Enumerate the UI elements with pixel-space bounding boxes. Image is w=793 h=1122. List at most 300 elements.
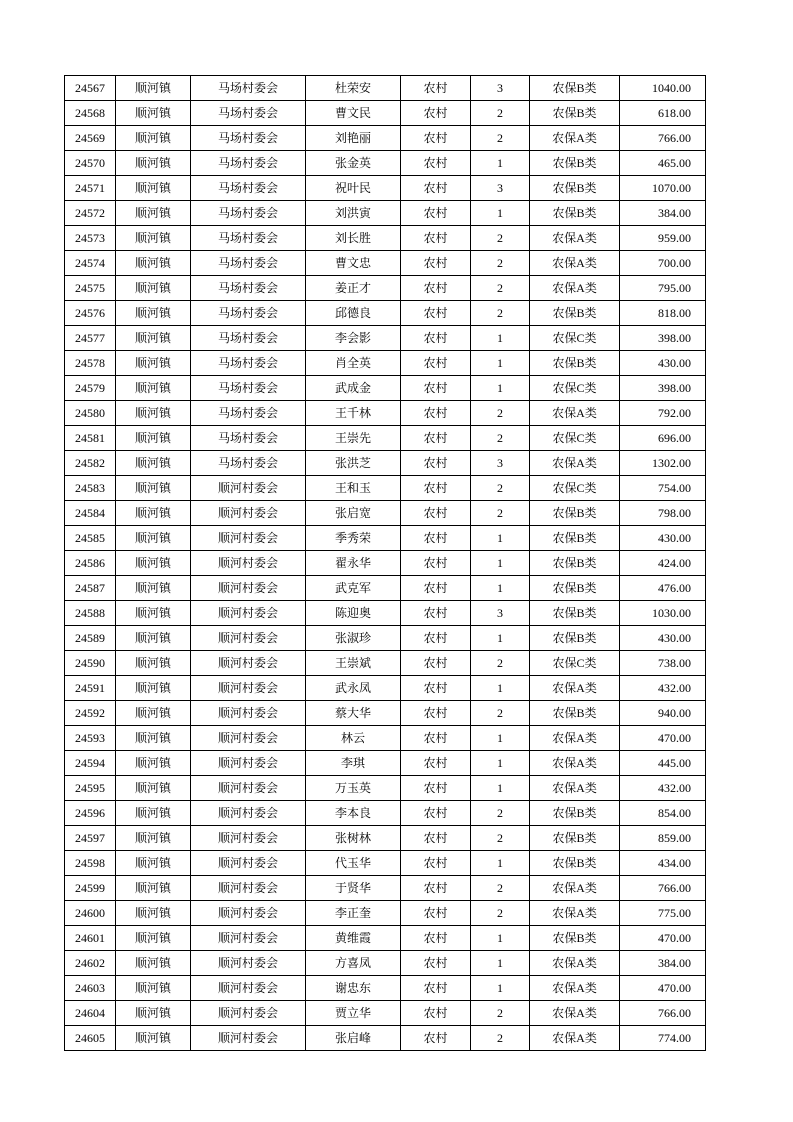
- cell-name: 方喜凤: [306, 951, 401, 976]
- cell-name: 姜正才: [306, 276, 401, 301]
- cell-category: 农保B类: [530, 576, 620, 601]
- table-row: [65, 426, 706, 451]
- cell-village: 顺河村委会: [191, 601, 306, 626]
- cell-type: 农村: [401, 476, 471, 501]
- table-row: [65, 651, 706, 676]
- cell-type: 农村: [401, 76, 471, 101]
- cell-type: 农村: [401, 676, 471, 701]
- cell-id: 24570: [65, 151, 116, 176]
- cell-count: 1: [471, 676, 530, 701]
- cell-name: 王崇先: [306, 426, 401, 451]
- cell-count: 2: [471, 401, 530, 426]
- cell-count: 1: [471, 326, 530, 351]
- cell-category: 农保B类: [530, 176, 620, 201]
- cell-name: 张启宽: [306, 501, 401, 526]
- table-row: [65, 926, 706, 951]
- cell-amount: 384.00: [620, 951, 706, 976]
- cell-town: 顺河镇: [116, 476, 191, 501]
- cell-name: 武永凤: [306, 676, 401, 701]
- cell-category: 农保A类: [530, 401, 620, 426]
- cell-amount: 774.00: [620, 1026, 706, 1051]
- table-row: [65, 451, 706, 476]
- cell-id: 24577: [65, 326, 116, 351]
- cell-type: 农村: [401, 126, 471, 151]
- table-row: [65, 101, 706, 126]
- cell-town: 顺河镇: [116, 551, 191, 576]
- cell-type: 农村: [401, 426, 471, 451]
- table-row: [65, 251, 706, 276]
- cell-id: 24581: [65, 426, 116, 451]
- cell-count: 2: [471, 876, 530, 901]
- cell-type: 农村: [401, 551, 471, 576]
- cell-village: 马场村委会: [191, 401, 306, 426]
- cell-name: 李本良: [306, 801, 401, 826]
- cell-town: 顺河镇: [116, 701, 191, 726]
- cell-town: 顺河镇: [116, 676, 191, 701]
- cell-category: 农保A类: [530, 126, 620, 151]
- table-row: [65, 326, 706, 351]
- cell-type: 农村: [401, 851, 471, 876]
- table-row: [65, 351, 706, 376]
- cell-village: 顺河村委会: [191, 801, 306, 826]
- cell-amount: 766.00: [620, 1001, 706, 1026]
- cell-town: 顺河镇: [116, 626, 191, 651]
- cell-name: 李正奎: [306, 901, 401, 926]
- cell-amount: 434.00: [620, 851, 706, 876]
- cell-amount: 384.00: [620, 201, 706, 226]
- cell-type: 农村: [401, 451, 471, 476]
- cell-town: 顺河镇: [116, 776, 191, 801]
- cell-town: 顺河镇: [116, 526, 191, 551]
- cell-count: 2: [471, 826, 530, 851]
- cell-category: 农保B类: [530, 551, 620, 576]
- cell-category: 农保B类: [530, 101, 620, 126]
- cell-village: 顺河村委会: [191, 776, 306, 801]
- cell-village: 顺河村委会: [191, 976, 306, 1001]
- cell-village: 顺河村委会: [191, 701, 306, 726]
- cell-category: 农保A类: [530, 451, 620, 476]
- cell-category: 农保B类: [530, 626, 620, 651]
- cell-name: 谢忠东: [306, 976, 401, 1001]
- table-row: [65, 1001, 706, 1026]
- cell-count: 1: [471, 926, 530, 951]
- cell-village: 顺河村委会: [191, 751, 306, 776]
- cell-amount: 766.00: [620, 126, 706, 151]
- cell-category: 农保A类: [530, 1001, 620, 1026]
- cell-id: 24588: [65, 601, 116, 626]
- cell-town: 顺河镇: [116, 326, 191, 351]
- cell-category: 农保C类: [530, 476, 620, 501]
- cell-amount: 430.00: [620, 526, 706, 551]
- table-row: [65, 901, 706, 926]
- cell-category: 农保A类: [530, 876, 620, 901]
- cell-count: 1: [471, 551, 530, 576]
- cell-id: 24583: [65, 476, 116, 501]
- cell-name: 翟永华: [306, 551, 401, 576]
- cell-id: 24578: [65, 351, 116, 376]
- table-row: [65, 801, 706, 826]
- cell-id: 24602: [65, 951, 116, 976]
- table-row: [65, 76, 706, 101]
- cell-id: 24590: [65, 651, 116, 676]
- cell-type: 农村: [401, 726, 471, 751]
- cell-town: 顺河镇: [116, 751, 191, 776]
- cell-type: 农村: [401, 526, 471, 551]
- cell-village: 顺河村委会: [191, 901, 306, 926]
- cell-town: 顺河镇: [116, 876, 191, 901]
- cell-town: 顺河镇: [116, 451, 191, 476]
- cell-type: 农村: [401, 351, 471, 376]
- cell-count: 2: [471, 301, 530, 326]
- cell-town: 顺河镇: [116, 801, 191, 826]
- cell-amount: 859.00: [620, 826, 706, 851]
- cell-amount: 940.00: [620, 701, 706, 726]
- cell-count: 3: [471, 601, 530, 626]
- cell-count: 3: [471, 176, 530, 201]
- cell-type: 农村: [401, 401, 471, 426]
- cell-category: 农保B类: [530, 151, 620, 176]
- cell-amount: 1302.00: [620, 451, 706, 476]
- cell-town: 顺河镇: [116, 376, 191, 401]
- cell-amount: 398.00: [620, 376, 706, 401]
- cell-name: 贾立华: [306, 1001, 401, 1026]
- table-row: [65, 576, 706, 601]
- cell-name: 祝叶民: [306, 176, 401, 201]
- cell-town: 顺河镇: [116, 426, 191, 451]
- cell-village: 顺河村委会: [191, 501, 306, 526]
- table-row: [65, 601, 706, 626]
- cell-category: 农保A类: [530, 251, 620, 276]
- table-row: [65, 301, 706, 326]
- cell-village: 马场村委会: [191, 151, 306, 176]
- cell-amount: 696.00: [620, 426, 706, 451]
- cell-amount: 766.00: [620, 876, 706, 901]
- cell-town: 顺河镇: [116, 301, 191, 326]
- cell-amount: 470.00: [620, 726, 706, 751]
- table-row: [65, 551, 706, 576]
- cell-amount: 430.00: [620, 626, 706, 651]
- cell-count: 2: [471, 701, 530, 726]
- cell-id: 24592: [65, 701, 116, 726]
- cell-id: 24593: [65, 726, 116, 751]
- cell-village: 顺河村委会: [191, 926, 306, 951]
- cell-name: 肖全英: [306, 351, 401, 376]
- cell-id: 24584: [65, 501, 116, 526]
- cell-count: 2: [471, 501, 530, 526]
- cell-count: 1: [471, 751, 530, 776]
- cell-category: 农保A类: [530, 726, 620, 751]
- table-row: [65, 226, 706, 251]
- cell-id: 24585: [65, 526, 116, 551]
- cell-amount: 1070.00: [620, 176, 706, 201]
- cell-village: 马场村委会: [191, 451, 306, 476]
- cell-town: 顺河镇: [116, 1001, 191, 1026]
- cell-category: 农保B类: [530, 201, 620, 226]
- cell-type: 农村: [401, 226, 471, 251]
- cell-name: 刘洪寅: [306, 201, 401, 226]
- cell-village: 马场村委会: [191, 276, 306, 301]
- cell-name: 王崇斌: [306, 651, 401, 676]
- table-row: [65, 476, 706, 501]
- cell-count: 2: [471, 651, 530, 676]
- cell-count: 2: [471, 226, 530, 251]
- cell-category: 农保B类: [530, 601, 620, 626]
- cell-name: 林云: [306, 726, 401, 751]
- cell-type: 农村: [401, 301, 471, 326]
- cell-type: 农村: [401, 576, 471, 601]
- cell-category: 农保A类: [530, 951, 620, 976]
- cell-village: 顺河村委会: [191, 526, 306, 551]
- cell-id: 24601: [65, 926, 116, 951]
- cell-name: 邱德良: [306, 301, 401, 326]
- cell-id: 24573: [65, 226, 116, 251]
- cell-id: 24600: [65, 901, 116, 926]
- cell-name: 杜荣安: [306, 76, 401, 101]
- cell-town: 顺河镇: [116, 601, 191, 626]
- cell-town: 顺河镇: [116, 351, 191, 376]
- table-row: [65, 176, 706, 201]
- cell-village: 马场村委会: [191, 301, 306, 326]
- cell-name: 张启峰: [306, 1026, 401, 1051]
- cell-town: 顺河镇: [116, 951, 191, 976]
- cell-category: 农保B类: [530, 501, 620, 526]
- cell-count: 3: [471, 451, 530, 476]
- cell-amount: 754.00: [620, 476, 706, 501]
- cell-category: 农保A类: [530, 226, 620, 251]
- table-row: [65, 751, 706, 776]
- cell-village: 顺河村委会: [191, 651, 306, 676]
- cell-name: 王和玉: [306, 476, 401, 501]
- cell-town: 顺河镇: [116, 201, 191, 226]
- cell-category: 农保B类: [530, 851, 620, 876]
- cell-amount: 470.00: [620, 976, 706, 1001]
- cell-id: 24572: [65, 201, 116, 226]
- cell-name: 张树林: [306, 826, 401, 851]
- cell-town: 顺河镇: [116, 401, 191, 426]
- cell-type: 农村: [401, 626, 471, 651]
- cell-village: 马场村委会: [191, 76, 306, 101]
- cell-amount: 430.00: [620, 351, 706, 376]
- cell-name: 李琪: [306, 751, 401, 776]
- cell-name: 武克军: [306, 576, 401, 601]
- cell-count: 2: [471, 801, 530, 826]
- cell-category: 农保A类: [530, 1026, 620, 1051]
- cell-village: 马场村委会: [191, 176, 306, 201]
- cell-id: 24571: [65, 176, 116, 201]
- cell-count: 2: [471, 1001, 530, 1026]
- cell-village: 顺河村委会: [191, 676, 306, 701]
- cell-town: 顺河镇: [116, 251, 191, 276]
- cell-category: 农保B类: [530, 926, 620, 951]
- cell-village: 马场村委会: [191, 351, 306, 376]
- table-row: [65, 526, 706, 551]
- cell-town: 顺河镇: [116, 726, 191, 751]
- cell-count: 1: [471, 151, 530, 176]
- cell-amount: 818.00: [620, 301, 706, 326]
- cell-town: 顺河镇: [116, 576, 191, 601]
- cell-id: 24576: [65, 301, 116, 326]
- cell-amount: 700.00: [620, 251, 706, 276]
- cell-category: 农保A类: [530, 676, 620, 701]
- cell-type: 农村: [401, 876, 471, 901]
- cell-amount: 470.00: [620, 926, 706, 951]
- cell-amount: 959.00: [620, 226, 706, 251]
- cell-name: 武成金: [306, 376, 401, 401]
- cell-id: 24596: [65, 801, 116, 826]
- cell-type: 农村: [401, 151, 471, 176]
- cell-count: 2: [471, 276, 530, 301]
- cell-type: 农村: [401, 601, 471, 626]
- cell-amount: 1040.00: [620, 76, 706, 101]
- cell-category: 农保B类: [530, 526, 620, 551]
- cell-village: 马场村委会: [191, 126, 306, 151]
- cell-id: 24599: [65, 876, 116, 901]
- cell-type: 农村: [401, 976, 471, 1001]
- cell-id: 24604: [65, 1001, 116, 1026]
- cell-id: 24597: [65, 826, 116, 851]
- table-row: [65, 876, 706, 901]
- cell-town: 顺河镇: [116, 1026, 191, 1051]
- cell-town: 顺河镇: [116, 226, 191, 251]
- cell-amount: 854.00: [620, 801, 706, 826]
- cell-id: 24586: [65, 551, 116, 576]
- cell-village: 顺河村委会: [191, 876, 306, 901]
- cell-category: 农保B类: [530, 801, 620, 826]
- cell-count: 1: [471, 576, 530, 601]
- cell-count: 1: [471, 351, 530, 376]
- cell-id: 24598: [65, 851, 116, 876]
- cell-amount: 738.00: [620, 651, 706, 676]
- cell-village: 马场村委会: [191, 426, 306, 451]
- cell-id: 24569: [65, 126, 116, 151]
- table-row: [65, 501, 706, 526]
- cell-count: 3: [471, 76, 530, 101]
- cell-type: 农村: [401, 176, 471, 201]
- table-row: [65, 976, 706, 1001]
- cell-count: 1: [471, 376, 530, 401]
- cell-id: 24591: [65, 676, 116, 701]
- cell-id: 24587: [65, 576, 116, 601]
- table-row: [65, 126, 706, 151]
- table-row: [65, 851, 706, 876]
- cell-category: 农保C类: [530, 376, 620, 401]
- cell-amount: 445.00: [620, 751, 706, 776]
- cell-name: 曹文民: [306, 101, 401, 126]
- cell-amount: 398.00: [620, 326, 706, 351]
- cell-type: 农村: [401, 1001, 471, 1026]
- cell-village: 顺河村委会: [191, 726, 306, 751]
- cell-name: 张洪芝: [306, 451, 401, 476]
- cell-count: 1: [471, 526, 530, 551]
- cell-name: 于贤华: [306, 876, 401, 901]
- cell-id: 24605: [65, 1026, 116, 1051]
- cell-village: 顺河村委会: [191, 951, 306, 976]
- cell-amount: 432.00: [620, 676, 706, 701]
- cell-count: 2: [471, 426, 530, 451]
- cell-name: 张淑珍: [306, 626, 401, 651]
- cell-town: 顺河镇: [116, 976, 191, 1001]
- cell-category: 农保C类: [530, 426, 620, 451]
- cell-town: 顺河镇: [116, 276, 191, 301]
- cell-type: 农村: [401, 651, 471, 676]
- cell-type: 农村: [401, 951, 471, 976]
- cell-type: 农村: [401, 326, 471, 351]
- cell-town: 顺河镇: [116, 851, 191, 876]
- cell-type: 农村: [401, 801, 471, 826]
- cell-category: 农保A类: [530, 901, 620, 926]
- cell-id: 24595: [65, 776, 116, 801]
- cell-amount: 424.00: [620, 551, 706, 576]
- cell-town: 顺河镇: [116, 826, 191, 851]
- cell-count: 1: [471, 951, 530, 976]
- cell-type: 农村: [401, 376, 471, 401]
- cell-amount: 432.00: [620, 776, 706, 801]
- cell-category: 农保B类: [530, 76, 620, 101]
- cell-type: 农村: [401, 201, 471, 226]
- table-row: [65, 401, 706, 426]
- cell-name: 曹文忠: [306, 251, 401, 276]
- cell-amount: 618.00: [620, 101, 706, 126]
- cell-category: 农保C类: [530, 326, 620, 351]
- cell-village: 顺河村委会: [191, 1001, 306, 1026]
- cell-village: 马场村委会: [191, 101, 306, 126]
- cell-amount: 795.00: [620, 276, 706, 301]
- cell-name: 李会影: [306, 326, 401, 351]
- cell-count: 1: [471, 626, 530, 651]
- cell-id: 24574: [65, 251, 116, 276]
- cell-id: 24582: [65, 451, 116, 476]
- cell-category: 农保B类: [530, 351, 620, 376]
- cell-amount: 476.00: [620, 576, 706, 601]
- cell-category: 农保A类: [530, 976, 620, 1001]
- table-row: [65, 201, 706, 226]
- cell-name: 王千林: [306, 401, 401, 426]
- cell-id: 24589: [65, 626, 116, 651]
- cell-amount: 775.00: [620, 901, 706, 926]
- cell-count: 2: [471, 901, 530, 926]
- cell-id: 24575: [65, 276, 116, 301]
- cell-name: 代玉华: [306, 851, 401, 876]
- pension-table: [64, 75, 706, 1051]
- cell-id: 24568: [65, 101, 116, 126]
- cell-type: 农村: [401, 501, 471, 526]
- cell-town: 顺河镇: [116, 926, 191, 951]
- table-row: [65, 1026, 706, 1051]
- cell-type: 农村: [401, 751, 471, 776]
- cell-type: 农村: [401, 926, 471, 951]
- table-row: [65, 151, 706, 176]
- cell-category: 农保B类: [530, 301, 620, 326]
- cell-town: 顺河镇: [116, 101, 191, 126]
- cell-town: 顺河镇: [116, 126, 191, 151]
- cell-village: 顺河村委会: [191, 826, 306, 851]
- cell-count: 2: [471, 101, 530, 126]
- cell-count: 1: [471, 726, 530, 751]
- cell-amount: 792.00: [620, 401, 706, 426]
- cell-type: 农村: [401, 276, 471, 301]
- cell-town: 顺河镇: [116, 151, 191, 176]
- cell-village: 顺河村委会: [191, 476, 306, 501]
- cell-count: 1: [471, 776, 530, 801]
- table-row: [65, 701, 706, 726]
- cell-type: 农村: [401, 101, 471, 126]
- cell-name: 万玉英: [306, 776, 401, 801]
- cell-count: 1: [471, 201, 530, 226]
- table-row: [65, 951, 706, 976]
- cell-type: 农村: [401, 776, 471, 801]
- cell-count: 2: [471, 1026, 530, 1051]
- cell-count: 1: [471, 976, 530, 1001]
